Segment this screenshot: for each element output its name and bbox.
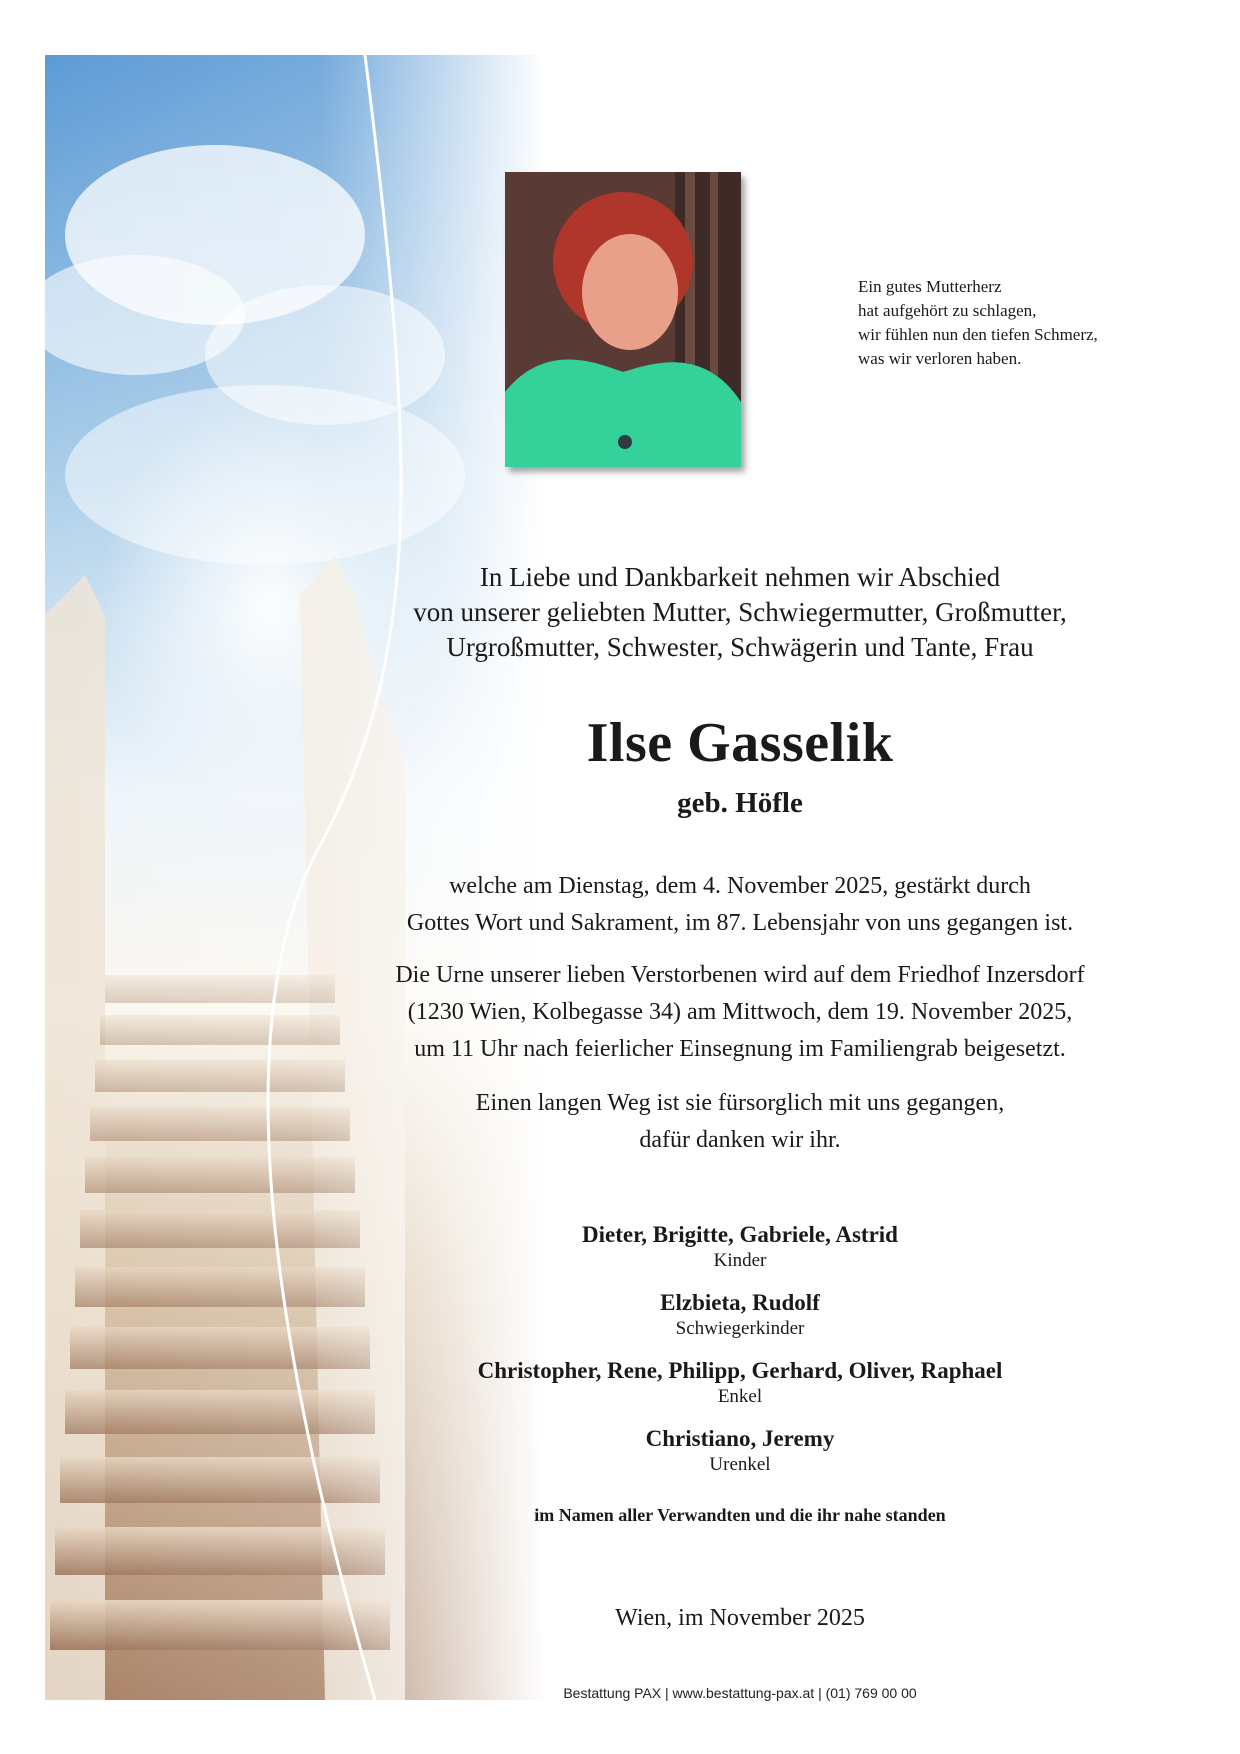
place-date: Wien, im November 2025 <box>615 1605 865 1631</box>
death-notice-line: Gottes Wort und Sakrament, im 87. Lebensjahr von uns gegangen ist. <box>406 910 1074 936</box>
poem-line: was wir verloren haben. <box>858 349 1022 368</box>
funeral-line: um 11 Uhr nach feierlicher Einsegnung im Familiengrab beigesetzt. <box>414 1036 1066 1062</box>
family-role: Enkel <box>717 1386 763 1407</box>
poem-line: hat aufgehört zu schlagen, <box>858 301 1037 320</box>
closing-line: im Namen aller Verwandten und die ihr nahe standen <box>534 1505 946 1525</box>
family-group <box>380 1356 1100 1408</box>
family-group <box>380 1424 1100 1476</box>
family-names: Christiano, Jeremy <box>645 1426 835 1451</box>
family-names: Dieter, Brigitte, Gabriele, Astrid <box>582 1222 898 1247</box>
intro-text <box>380 560 1100 665</box>
thanks-line: dafür danken wir ihr. <box>639 1127 841 1153</box>
footer-contact: Bestattung PAX | www.bestattung-pax.at | (01) 769 00 00 <box>563 1685 917 1701</box>
family-list <box>380 1220 1100 1492</box>
deceased-name: Ilse Gasselik <box>586 712 894 774</box>
thanks-line: Einen langen Weg ist sie fürsorglich mit uns gegangen, <box>475 1090 1005 1116</box>
family-names: Elzbieta, Rudolf <box>660 1290 820 1315</box>
family-names: Christopher, Rene, Philipp, Gerhard, Oliver, Raphael <box>477 1358 1003 1383</box>
portrait-photo <box>505 172 741 467</box>
family-role: Kinder <box>713 1250 767 1271</box>
maiden-name: geb. Höfle <box>677 787 803 819</box>
family-group <box>380 1288 1100 1340</box>
funeral-line: Die Urne unserer lieben Verstorbenen wird auf dem Friedhof Inzersdorf <box>395 962 1085 988</box>
poem-line: wir fühlen nun den tiefen Schmerz, <box>858 325 1098 344</box>
thanks-text <box>380 1085 1100 1159</box>
funeral-info <box>380 957 1100 1068</box>
poem <box>858 275 1188 371</box>
intro-line: In Liebe und Dankbarkeit nehmen wir Abschied <box>479 562 1001 592</box>
family-group <box>380 1220 1100 1272</box>
intro-line: Urgroßmutter, Schwester, Schwägerin und Tante, Frau <box>446 632 1034 662</box>
death-notice <box>380 868 1100 942</box>
death-notice-line: welche am Dienstag, dem 4. November 2025, gestärkt durch <box>449 873 1031 899</box>
poem-line: Ein gutes Mutterherz <box>858 277 1002 296</box>
family-role: Urenkel <box>709 1454 771 1475</box>
funeral-line: (1230 Wien, Kolbegasse 34) am Mittwoch, dem 19. November 2025, <box>407 999 1073 1025</box>
family-role: Schwiegerkinder <box>675 1318 805 1339</box>
intro-line: von unserer geliebten Mutter, Schwiegermutter, Großmutter, <box>413 597 1067 627</box>
